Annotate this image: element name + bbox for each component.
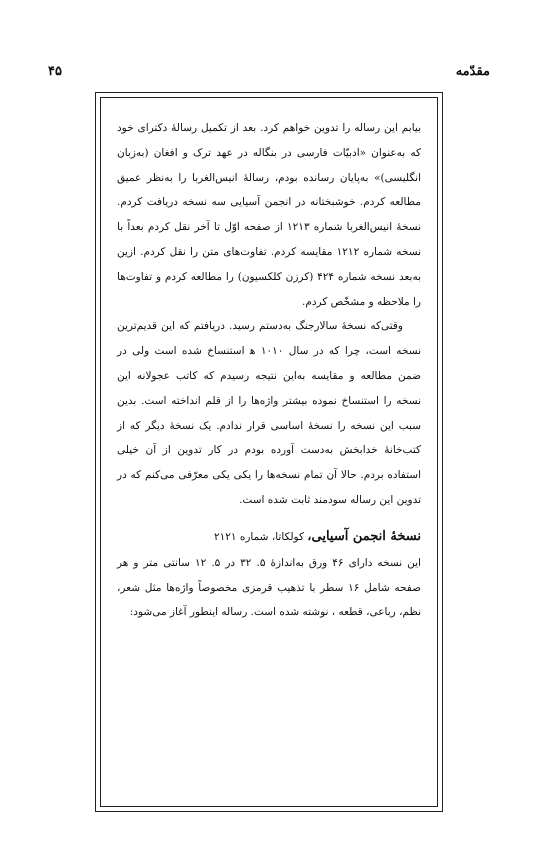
page-frame-inner	[100, 97, 438, 807]
paragraph-2: وقتی‌که نسخهٔ سالارجنگ به‌دستم رسید. دریافتم که این قدیم‌ترین نسخه است، چرا که در سال ۱۰۱۰ ﻫ استنساخ شده است ولی در ضمن مطالعه و مقایسه به‌این نتیجه رسیدم که کاتب عجولانه این نسخه را استنساخ نموده بیشتر واژه‌ها را از قلم انداخته است. بدین سبب این نسخه را نسخهٔ اساسی قرار ندادم. یک نسخهٔ دیگر که از کتب‌خانهٔ خدابخش به‌دست آورده بودم در کار تدوین از آن خیلی استفاده بردم. حالا آن تمام نسخه‌ها را یکی یکی معرّفی می‌کنم که در تدوین این رساله سودمند ثابت شده است.	[117, 320, 421, 506]
paragraph-1: بیابم این رساله را تدوین خواهم کرد. بعد از تکمیل رسالهٔ دکترای خود که به‌عنوان «ادبیّات فارسی در بنگاله در عهد ترک و افغان (به‌زبان انگلیسی)» به‌پایان رسانده بودم، رسالهٔ انیس‌الغربا را به‌نظر عمیق مطالعه کردم. خوشبختانه در انجمن آسیایی سه نسخه دریافت کردم. نسخهٔ انیس‌الغربا شماره ۱۲۱۳ از صفحه اوّل تا آخر نقل کردم بعداً با نسخه شماره ۱۲۱۲ مقایسه کردم. تفاوت‌های متن را نقل کردم. ازین به‌بعد نسخه شماره ۴۲۴ (کرزن کلکسیون) را مطالعه کردم و تفاوت‌ها را ملاحظه و مشخّص کردم.	[117, 122, 422, 308]
section-heading-bold: نسخهٔ انجمن آسیایی،	[307, 528, 421, 544]
paragraph-3: این نسخه دارای ۴۶ ورق به‌اندازهٔ ۵. ۳۲ در ۵. ۱۲ سانتی متر و هر صفحه شامل ۱۶ سطر با تذهیب قرمزی مخصوصاً واژه‌ها مثل شعر، نظم، رباعی، قطعه ، نوشته شده است. رساله اینطور آغاز می‌شود:	[117, 556, 421, 619]
section-heading	[117, 523, 421, 551]
page-header	[48, 64, 490, 84]
running-title: مقدّمه	[455, 64, 490, 79]
page-number: ۴۵	[48, 64, 62, 79]
section-heading-rest: کولکاتا، شماره ۲۱۲۱	[213, 530, 308, 543]
page-frame	[95, 92, 443, 812]
main-text	[117, 116, 421, 625]
